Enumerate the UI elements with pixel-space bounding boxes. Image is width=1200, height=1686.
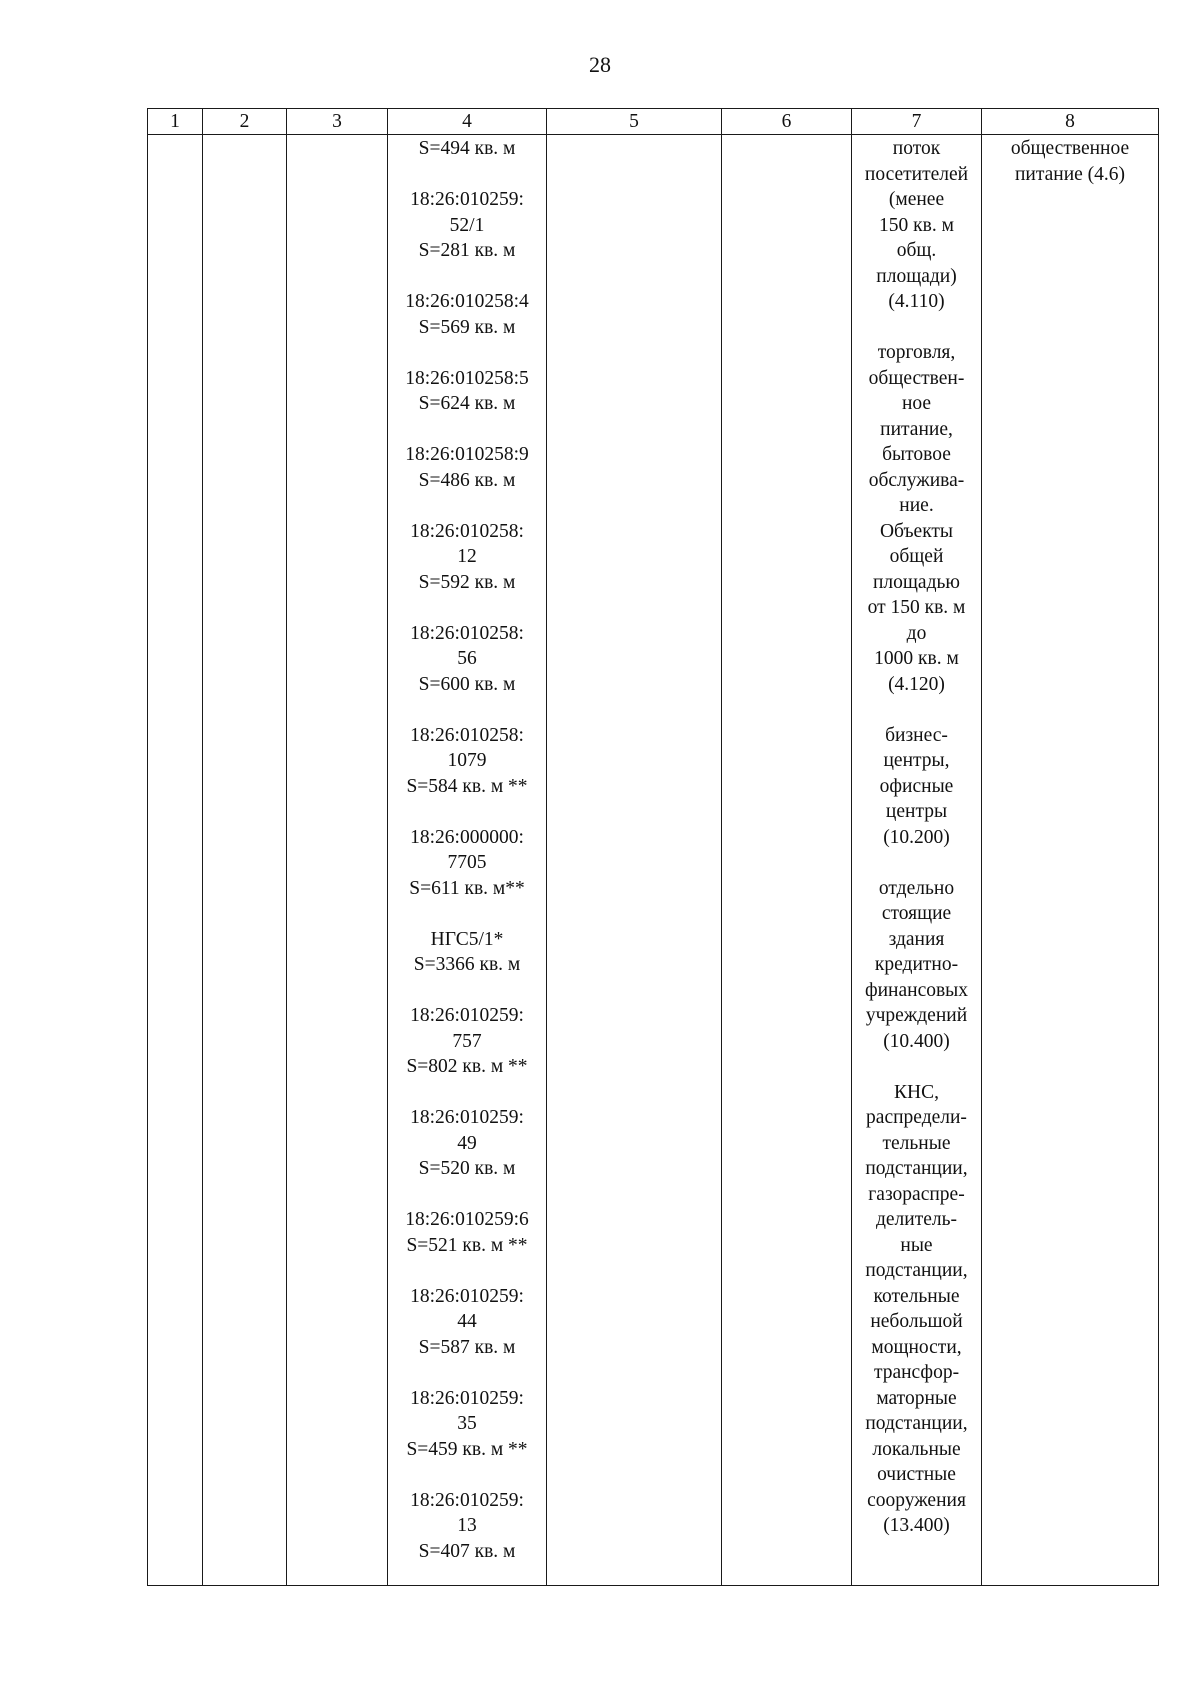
cell-col-1 bbox=[148, 135, 203, 1586]
column-header-3: 3 bbox=[287, 109, 388, 135]
parcel-entry: 18:26:010258: 56 S=600 кв. м bbox=[410, 622, 524, 695]
use-type-block: отдельно стоящие здания кредитно- финансовых учреждений (10.400) bbox=[864, 877, 969, 1052]
use-type-block: бизнес- центры, офисные центры (10.200) bbox=[879, 724, 954, 848]
use-type-block: общественное питание (4.6) bbox=[1010, 138, 1130, 185]
column-header-7: 7 bbox=[852, 109, 982, 135]
cell-col-8 bbox=[982, 135, 1159, 1586]
table-row bbox=[148, 135, 1159, 1586]
parcel-entry: S=494 кв. м bbox=[418, 138, 516, 159]
use-type-block: торговля, обществен- ное питание, бытовое обслужива- ние. Объекты общей площадью от 150 кв. м до 1000 кв. м (4.120) bbox=[867, 342, 966, 695]
parcel-entry: 18:26:010259: 757 S=802 кв. м ** bbox=[406, 1005, 528, 1077]
parcel-entry: 18:26:010258: 1079 S=584 кв. м ** bbox=[406, 724, 528, 797]
use-type-block: КНС, распредели- тельные подстанции, газораспре- делитель- ные подстанции, котельные небольшой мощности, трансфор- маторные подстанции, локальные очистные сооружения (13.400) bbox=[865, 1081, 968, 1536]
page-number: 28 bbox=[589, 52, 611, 77]
column-header-1: 1 bbox=[148, 109, 203, 135]
parcel-entry: 18:26:010258:9 S=486 кв. м bbox=[405, 444, 529, 491]
cell-col-7 bbox=[852, 135, 982, 1586]
parcel-entry: 18:26:010258: 12 S=592 кв. м bbox=[410, 520, 524, 593]
parcel-entry: 18:26:010258:5 S=624 кв. м bbox=[405, 367, 529, 414]
column-header-4: 4 bbox=[388, 109, 547, 135]
cell-col-5 bbox=[547, 135, 722, 1586]
parcel-entry: 18:26:010259:6 S=521 кв. м ** bbox=[405, 1209, 529, 1256]
cell-col-6 bbox=[722, 135, 852, 1586]
cell-col-2 bbox=[203, 135, 287, 1586]
cell-col-3 bbox=[287, 135, 388, 1586]
parcel-entry: 18:26:010258:4 S=569 кв. м bbox=[405, 291, 529, 338]
parcel-entry: 18:26:010259: 13 S=407 кв. м bbox=[410, 1489, 524, 1562]
cell-col-4 bbox=[388, 135, 547, 1586]
column-header-6: 6 bbox=[722, 109, 852, 135]
parcel-entry: 18:26:010259: 44 S=587 кв. м bbox=[410, 1285, 524, 1358]
document-table bbox=[147, 108, 1159, 1586]
column-header-2: 2 bbox=[203, 109, 287, 135]
parcel-entry: 18:26:010259: 52/1 S=281 кв. м bbox=[410, 189, 524, 261]
column-header-5: 5 bbox=[547, 109, 722, 135]
parcel-entry: 18:26:010259: 35 S=459 кв. м ** bbox=[406, 1387, 528, 1460]
column-header-8: 8 bbox=[982, 109, 1159, 135]
parcel-entry: 18:26:010259: 49 S=520 кв. м bbox=[410, 1107, 524, 1179]
parcel-entry: 18:26:000000: 7705 S=611 кв. м** bbox=[409, 826, 525, 899]
table-header-row bbox=[148, 109, 1159, 135]
use-type-block: поток посетителей (менее 150 кв. м общ. площади) (4.110) bbox=[864, 138, 969, 312]
parcel-entry: НГС5/1* S=3366 кв. м bbox=[413, 928, 521, 975]
